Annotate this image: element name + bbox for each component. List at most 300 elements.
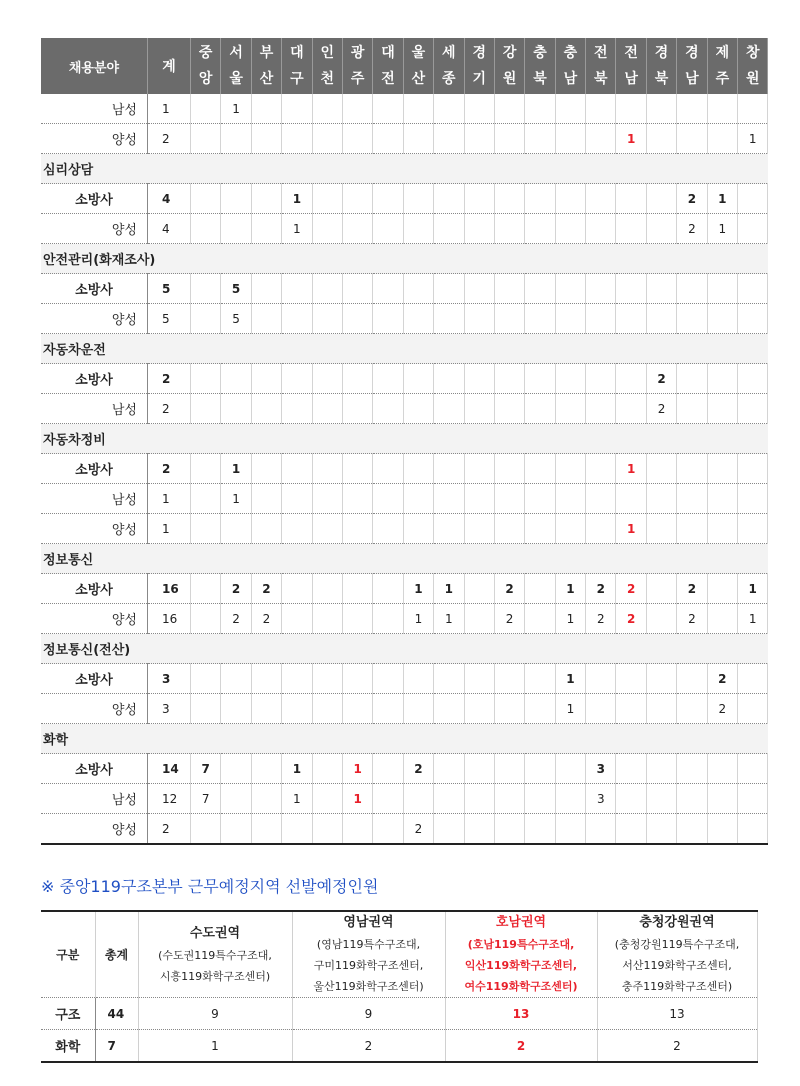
table-cell <box>646 604 676 634</box>
table-cell <box>312 664 342 694</box>
table-cell <box>707 124 737 154</box>
table-cell <box>221 814 251 845</box>
table-cell <box>738 754 768 784</box>
table-cell <box>555 124 585 154</box>
table-cell <box>373 694 403 724</box>
row-label: 남성 <box>41 94 148 124</box>
table-cell <box>251 184 281 214</box>
table-cell <box>677 694 707 724</box>
table-cell <box>191 664 221 694</box>
table-cell: 2 <box>586 604 616 634</box>
table-cell <box>373 604 403 634</box>
table-cell <box>555 814 585 845</box>
table-cell <box>646 304 676 334</box>
table-cell: 2 <box>221 574 251 604</box>
table-cell <box>525 574 555 604</box>
table-cell <box>464 694 494 724</box>
table-cell <box>616 214 646 244</box>
table-cell <box>282 694 312 724</box>
table-cell <box>464 304 494 334</box>
table-cell <box>586 394 616 424</box>
table-cell <box>342 304 372 334</box>
area-desc: (영남119특수구조대, <box>316 938 421 951</box>
table-cell <box>586 814 616 845</box>
region-header-char: 광 <box>350 45 365 61</box>
table-cell <box>342 514 372 544</box>
area-desc: 서산119화학구조센터, <box>622 959 732 972</box>
table-cell <box>525 184 555 214</box>
table-cell <box>677 364 707 394</box>
table-cell: 2 <box>616 574 646 604</box>
table-cell <box>707 484 737 514</box>
table-cell <box>494 784 524 814</box>
region-header-char: 전 <box>624 45 638 61</box>
table-cell <box>373 784 403 814</box>
field-header: 채용분야 <box>41 38 148 94</box>
table-cell: 1 <box>555 604 585 634</box>
row-total: 2 <box>148 454 191 484</box>
table-cell <box>707 754 737 784</box>
category-label: 정보통신(전산) <box>41 634 768 664</box>
region-header <box>738 38 768 94</box>
area-desc: 시흥119화학구조센터) <box>159 969 271 983</box>
table-cell <box>677 664 707 694</box>
table-cell <box>738 304 768 334</box>
table-cell <box>342 574 372 604</box>
table-cell <box>555 484 585 514</box>
table-cell: 1 <box>616 514 646 544</box>
table-cell <box>494 754 524 784</box>
table-cell <box>282 454 312 484</box>
table-cell <box>738 694 768 724</box>
table-cell <box>282 814 312 845</box>
row-total: 1 <box>148 484 191 514</box>
table-cell <box>191 604 221 634</box>
category-label: 안전관리(화재조사) <box>41 244 768 274</box>
table-cell <box>373 304 403 334</box>
table-cell <box>707 574 737 604</box>
table-cell <box>586 694 616 724</box>
table-cell <box>525 394 555 424</box>
table-cell: 2 <box>494 604 524 634</box>
row-total: 16 <box>148 574 191 604</box>
region-header-char: 서 <box>229 45 243 61</box>
table-cell <box>464 754 494 784</box>
row-label: 양성 <box>41 124 148 154</box>
table-cell <box>403 394 433 424</box>
table-cell <box>616 304 646 334</box>
table-cell <box>555 304 585 334</box>
table-cell <box>282 274 312 304</box>
table-row <box>41 304 768 334</box>
table-row <box>41 664 768 694</box>
region-header-char: 산 <box>411 71 426 87</box>
table-header-row <box>41 38 768 94</box>
table-cell <box>282 304 312 334</box>
table-cell <box>221 394 251 424</box>
table-cell: 1 <box>555 574 585 604</box>
table-row <box>41 814 768 845</box>
area-header <box>138 911 292 998</box>
table-cell: 2 <box>677 184 707 214</box>
region-header-char: 전 <box>381 71 395 87</box>
table-cell <box>221 664 251 694</box>
table-cell <box>586 274 616 304</box>
table-cell: 1 <box>282 184 312 214</box>
region-header <box>342 38 372 94</box>
table-cell <box>312 484 342 514</box>
area-name: 호남권역 <box>495 915 547 930</box>
table-body <box>41 94 768 844</box>
table-cell: 2 <box>403 814 433 845</box>
table-cell <box>191 124 221 154</box>
table-cell <box>555 274 585 304</box>
table-cell <box>191 394 221 424</box>
table-cell <box>555 184 585 214</box>
table-cell <box>525 754 555 784</box>
table-cell <box>707 94 737 124</box>
table-cell <box>555 94 585 124</box>
table-cell <box>677 484 707 514</box>
table-cell <box>373 394 403 424</box>
table-row <box>41 484 768 514</box>
table-cell: 2 <box>677 574 707 604</box>
row-label: 소방사 <box>41 574 148 604</box>
region-header-char: 남 <box>624 71 638 87</box>
table-cell <box>403 484 433 514</box>
table-cell <box>191 514 221 544</box>
region-header-char: 세 <box>442 45 456 61</box>
table-cell <box>525 454 555 484</box>
table-cell <box>312 184 342 214</box>
area-desc: 여수119화학구조센터) <box>464 980 578 993</box>
table-cell <box>251 784 281 814</box>
table-cell <box>494 514 524 544</box>
table-cell <box>707 454 737 484</box>
table-cell <box>677 394 707 424</box>
table-cell <box>312 814 342 845</box>
table-cell <box>342 484 372 514</box>
table-cell <box>434 484 464 514</box>
table-cell <box>312 754 342 784</box>
table-cell: 1 <box>616 124 646 154</box>
row-label: 소방사 <box>41 274 148 304</box>
table-cell <box>221 184 251 214</box>
table-cell <box>646 814 676 845</box>
table-cell <box>434 754 464 784</box>
table-cell <box>646 214 676 244</box>
table-cell <box>342 814 372 845</box>
table-cell <box>373 814 403 845</box>
table-cell <box>221 754 251 784</box>
table-row <box>41 634 768 664</box>
table-cell <box>494 484 524 514</box>
table-cell <box>646 694 676 724</box>
row-label: 소방사 <box>41 754 148 784</box>
row-total: 14 <box>148 754 191 784</box>
table-cell <box>221 784 251 814</box>
table-cell <box>525 94 555 124</box>
row-label: 남성 <box>41 394 148 424</box>
table-cell <box>646 784 676 814</box>
table-cell <box>312 94 342 124</box>
region-header <box>707 38 737 94</box>
table-cell <box>434 94 464 124</box>
table-cell <box>434 394 464 424</box>
table-row <box>41 364 768 394</box>
region-cell: 9 <box>292 998 445 1030</box>
region-header-char: 기 <box>472 71 486 87</box>
table-cell <box>586 214 616 244</box>
table-cell: 2 <box>251 604 281 634</box>
table-cell <box>525 694 555 724</box>
table-cell <box>251 364 281 394</box>
table-cell <box>464 604 494 634</box>
table-cell <box>434 664 464 694</box>
table-cell <box>738 664 768 694</box>
table-cell <box>677 754 707 784</box>
region-header-char: 주 <box>350 71 365 87</box>
area-header <box>597 911 757 998</box>
table-cell <box>738 214 768 244</box>
table-cell <box>586 124 616 154</box>
table-cell <box>586 184 616 214</box>
table-cell <box>646 484 676 514</box>
table-cell <box>282 364 312 394</box>
row-label: 소방사 <box>41 454 148 484</box>
table-cell <box>646 124 676 154</box>
table-cell: 2 <box>251 574 281 604</box>
region-header <box>586 38 616 94</box>
region-header-row <box>41 911 757 998</box>
row-label: 양성 <box>41 814 148 845</box>
table-cell <box>282 514 312 544</box>
table-cell <box>251 274 281 304</box>
table-cell <box>616 664 646 694</box>
table-cell: 1 <box>434 604 464 634</box>
table-cell <box>403 664 433 694</box>
region-header-char: 북 <box>594 71 608 87</box>
table-cell <box>251 214 281 244</box>
table-cell <box>586 514 616 544</box>
category-label: 심리상담 <box>41 154 768 184</box>
table-cell <box>251 454 281 484</box>
region-header-char: 경 <box>685 45 699 61</box>
table-cell <box>312 364 342 394</box>
table-cell <box>494 694 524 724</box>
table-cell <box>494 94 524 124</box>
row-label: 양성 <box>41 214 148 244</box>
region-header <box>373 38 403 94</box>
table-cell <box>434 814 464 845</box>
table-cell <box>738 94 768 124</box>
area-name: 수도권역 <box>189 925 241 941</box>
table-cell <box>221 364 251 394</box>
table-cell <box>434 784 464 814</box>
table-cell <box>373 754 403 784</box>
category-label: 정보통신 <box>41 544 768 574</box>
table-cell <box>312 604 342 634</box>
table-row <box>41 784 768 814</box>
table-row <box>41 394 768 424</box>
table-row <box>41 334 768 364</box>
table-cell <box>707 604 737 634</box>
table-cell <box>616 394 646 424</box>
table-cell: 1 <box>221 454 251 484</box>
region-header <box>282 38 312 94</box>
table-row <box>41 574 768 604</box>
table-cell <box>646 574 676 604</box>
table-cell <box>342 454 372 484</box>
table-cell: 1 <box>555 664 585 694</box>
table-cell: 1 <box>282 214 312 244</box>
region-row-label: 구조 <box>41 998 95 1030</box>
region-header <box>251 38 281 94</box>
table-cell <box>312 394 342 424</box>
table-cell <box>525 214 555 244</box>
row-label: 양성 <box>41 304 148 334</box>
region-row-total: 7 <box>95 1030 138 1063</box>
region-header-char: 경 <box>654 45 669 61</box>
table-cell: 2 <box>616 604 646 634</box>
table-cell <box>373 124 403 154</box>
table-cell <box>555 394 585 424</box>
region-header <box>677 38 707 94</box>
table-cell <box>707 394 737 424</box>
table-row <box>41 274 768 304</box>
region-header-char: 울 <box>411 45 426 61</box>
table-cell <box>221 694 251 724</box>
table-cell <box>403 364 433 394</box>
table-cell <box>403 94 433 124</box>
table-cell <box>403 694 433 724</box>
table-cell <box>525 124 555 154</box>
region-header-char: 남 <box>685 71 699 87</box>
table-cell <box>403 784 433 814</box>
table-cell: 2 <box>586 574 616 604</box>
table-cell <box>464 784 494 814</box>
table-cell <box>677 274 707 304</box>
region-header-char: 부 <box>259 45 274 61</box>
region-header-char: 강 <box>502 45 517 61</box>
recruitment-table <box>41 38 768 845</box>
table-cell: 1 <box>221 484 251 514</box>
table-cell: 1 <box>555 694 585 724</box>
table-cell <box>494 304 524 334</box>
table-cell <box>282 94 312 124</box>
table-cell: 1 <box>434 574 464 604</box>
table-cell <box>373 574 403 604</box>
region-row-label: 화학 <box>41 1030 95 1063</box>
table-cell <box>373 514 403 544</box>
table-cell <box>434 214 464 244</box>
table-cell <box>494 124 524 154</box>
table-cell <box>342 94 372 124</box>
table-cell <box>464 214 494 244</box>
category-label: 자동차운전 <box>41 334 768 364</box>
table-cell <box>616 814 646 845</box>
table-cell <box>403 274 433 304</box>
area-desc: 구미119화학구조센터, <box>313 959 424 972</box>
table-cell <box>677 814 707 845</box>
table-cell: 1 <box>221 94 251 124</box>
table-cell <box>494 184 524 214</box>
table-cell <box>251 394 281 424</box>
table-row <box>41 154 768 184</box>
table-cell <box>342 214 372 244</box>
table-cell <box>251 484 281 514</box>
region-header-char: 천 <box>320 71 335 87</box>
region-cell: 2 <box>292 1030 445 1063</box>
table-cell <box>221 514 251 544</box>
region-cell: 2 <box>597 1030 757 1063</box>
table-cell <box>342 274 372 304</box>
area-desc: 충주119화학구조센터) <box>621 980 733 993</box>
table-cell <box>282 124 312 154</box>
table-cell <box>342 124 372 154</box>
table-cell <box>494 364 524 394</box>
region-header-char: 중 <box>198 45 213 61</box>
table-cell <box>251 124 281 154</box>
table-cell <box>251 694 281 724</box>
table-cell: 2 <box>677 214 707 244</box>
region-header-char: 앙 <box>198 71 213 87</box>
region-col-total: 총계 <box>95 911 138 998</box>
table-cell <box>616 694 646 724</box>
region-header-char: 남 <box>563 71 578 87</box>
row-total: 2 <box>148 124 191 154</box>
table-cell <box>707 274 737 304</box>
row-total: 2 <box>148 364 191 394</box>
table-cell <box>373 274 403 304</box>
table-row <box>41 214 768 244</box>
region-header <box>434 38 464 94</box>
region-header-char: 원 <box>745 71 760 87</box>
table-row <box>41 124 768 154</box>
table-cell <box>738 184 768 214</box>
table-cell <box>464 484 494 514</box>
table-cell <box>282 664 312 694</box>
region-col-label: 구분 <box>41 911 95 998</box>
row-label: 남성 <box>41 484 148 514</box>
table-cell <box>312 304 342 334</box>
table-cell <box>707 514 737 544</box>
region-body <box>41 998 757 1063</box>
table-cell <box>525 484 555 514</box>
table-cell <box>312 454 342 484</box>
table-cell <box>586 484 616 514</box>
region-header <box>464 38 494 94</box>
table-cell: 1 <box>707 184 737 214</box>
table-cell: 1 <box>738 604 768 634</box>
table-cell <box>586 664 616 694</box>
table-cell: 7 <box>191 784 221 814</box>
table-cell <box>586 454 616 484</box>
note-title: ※ 중앙119구조본부 근무예정지역 선발예정인원 <box>41 877 379 896</box>
table-cell <box>342 364 372 394</box>
table-cell <box>312 574 342 604</box>
table-cell: 2 <box>646 364 676 394</box>
table-cell <box>677 124 707 154</box>
row-label: 소방사 <box>41 664 148 694</box>
table-cell <box>707 304 737 334</box>
table-cell: 2 <box>677 604 707 634</box>
table-cell <box>555 454 585 484</box>
region-header-char: 원 <box>502 71 517 87</box>
table-cell <box>191 274 221 304</box>
table-cell <box>494 454 524 484</box>
region-header <box>403 38 433 94</box>
